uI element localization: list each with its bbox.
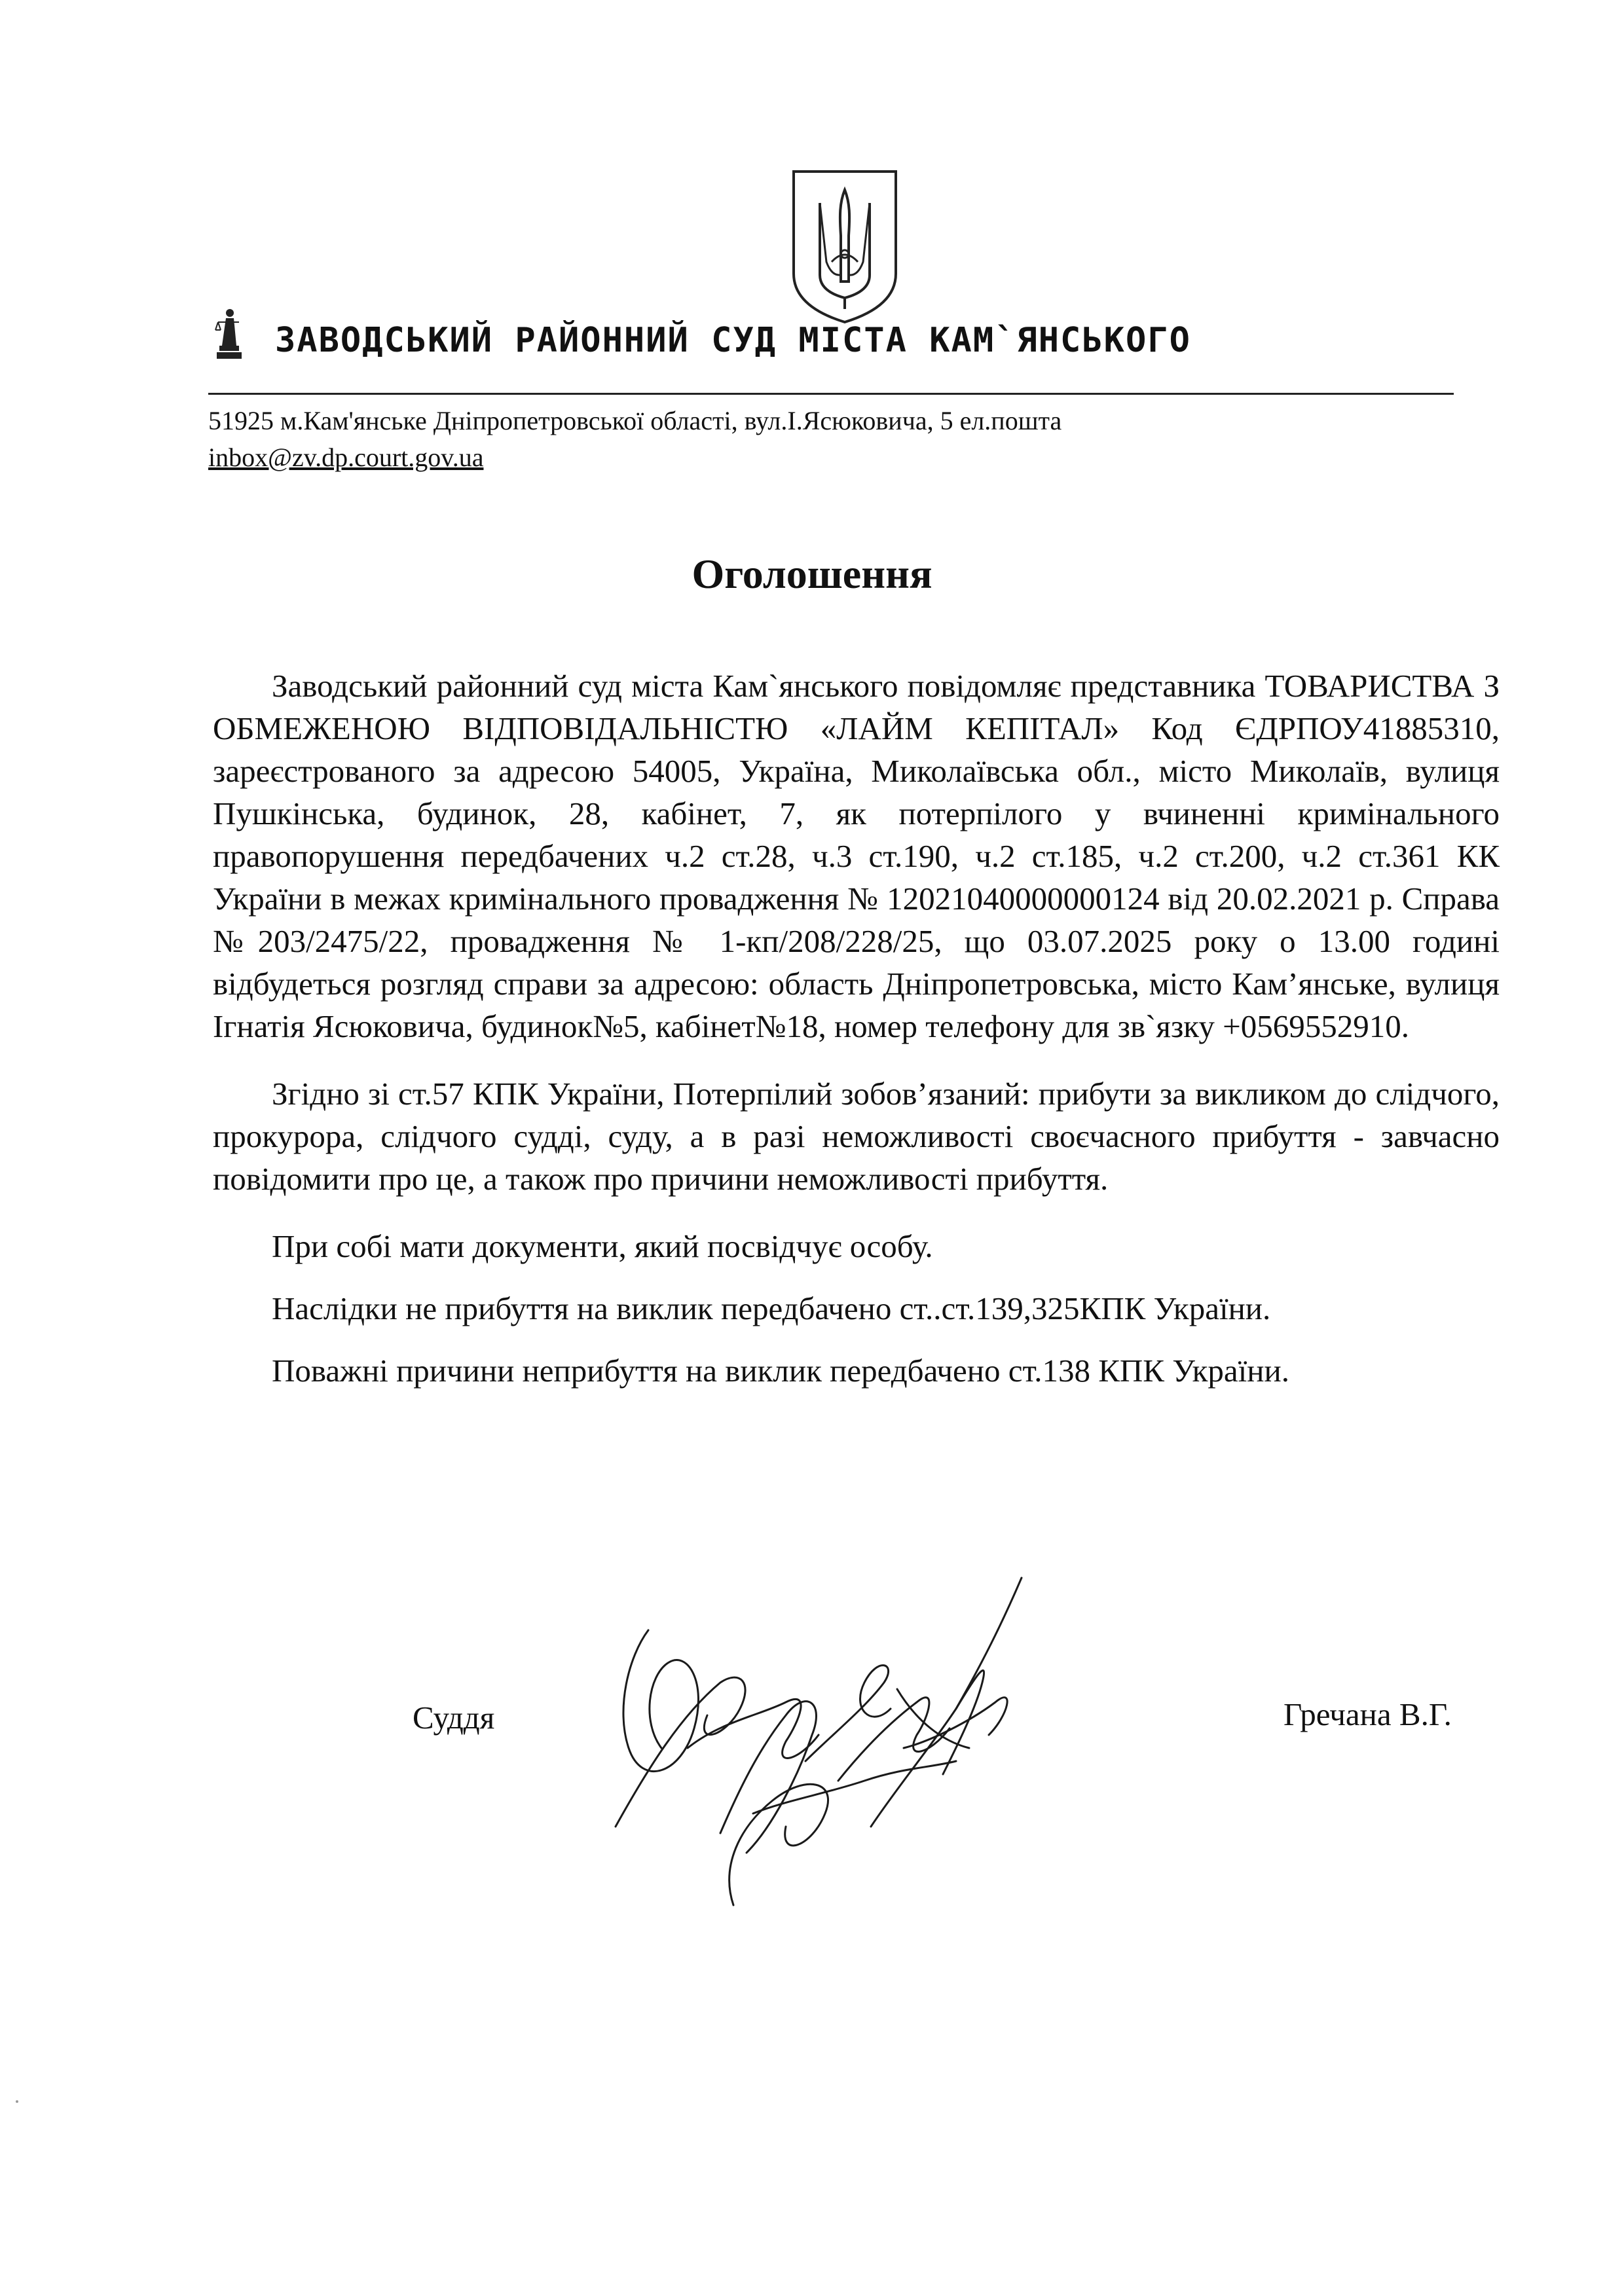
- court-email-link[interactable]: inbox@zv.dp.court.gov.ua: [208, 443, 484, 472]
- announcement-body: [213, 665, 1500, 1392]
- themis-icon: [213, 306, 244, 365]
- document-title: Оголошення: [692, 551, 932, 597]
- judge-label: Суддя: [413, 1700, 495, 1736]
- paragraph-consequences: Наслідки не прибуття на виклик передбачено ст..ст.139,325КПК України.: [272, 1290, 1271, 1326]
- court-name: ЗАВОДСЬКИЙ РАЙОННИЙ СУД МІСТА КАМ`ЯНСЬКОГО: [275, 321, 1191, 360]
- court-address: 51925 м.Кам'янське Дніпропетровської області, вул.І.Ясюковича, 5 ел.пошта: [208, 406, 1062, 435]
- paragraph-obligations: Згідно зі ст.57 КПК України, Потерпілий зобов’язаний: прибути за викликом до слідчого, прокурора, слідчого судді, суду, а в разі неможливості своєчасного прибуття - завчасно повідомити про це, а також про причини неможливості прибуття.: [213, 1076, 1500, 1197]
- paragraph-notice: Заводський районний суд міста Кам`янського повідомляє представника ТОВАРИСТВА З ОБМЕЖЕНОЮ ВІДПОВІДАЛЬНІСТЮ «ЛАЙМ КЕПІТАЛ» Код ЄДРПОУ41885310, зареєстрованого за адресою 54005, Україна, Миколаївська обл., місто Миколаїв, вулиця Пушкінська, будинок, 28, кабінет, 7, як потерпілого у вчиненні кримінального правопорушення передбачених ч.2 ст.28, ч.3 ст.190, ч.2 ст.185, ч.2 ст.200, ч.2 ст.361 КК України в межах кримінального провадження № 12021040000000124 від 20.02.2021 р. Справа №203/2475/22, провадження № 1-кп/208/228/25, що 03.07.2025 року о 13.00 годині відбудеться розгляд справи за адресою: область Дніпропетровська, місто Кам’янське, вулиця Ігнатія Ясюковича, будинок№5, кабінет№18, номер телефону для зв`язку +0569552910.: [213, 668, 1500, 1044]
- paragraph-documents: При собі мати документи, який посвідчує особу.: [272, 1228, 933, 1264]
- scan-artifact: [16, 2100, 18, 2103]
- coat-of-arms-icon: [786, 164, 904, 327]
- header-divider: [208, 393, 1454, 395]
- judge-signature: [589, 1552, 1061, 1918]
- paragraph-valid-reasons: Поважні причини неприбуття на виклик передбачено ст.138 КПК України.: [272, 1353, 1289, 1389]
- court-address-block: [208, 403, 1452, 476]
- judge-name: Гречана В.Г.: [1283, 1696, 1452, 1732]
